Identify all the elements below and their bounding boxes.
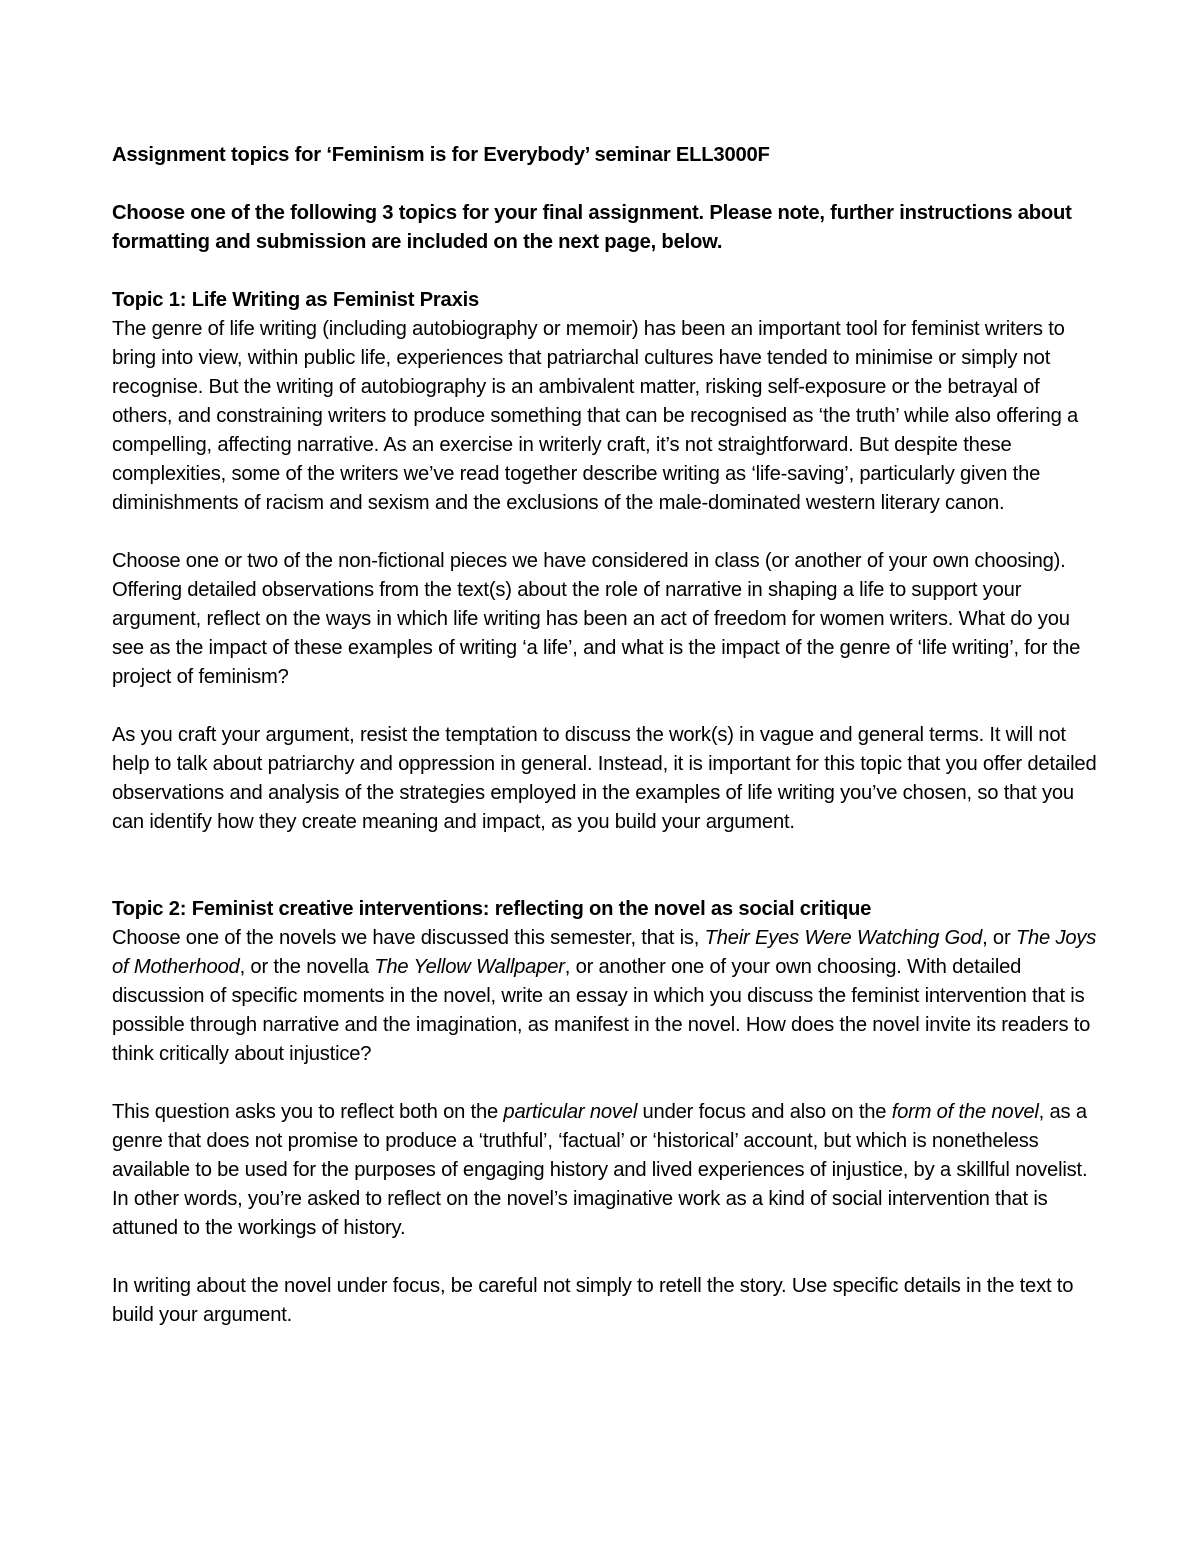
topic1-heading: Topic 1: Life Writing as Feminist Praxis — [112, 289, 480, 311]
topic1-paragraph-3: As you craft your argument, resist the temptation to discuss the work(s) in vague and general terms. It will not help to talk about patriarchy and oppression in general. Instead, it is important for this topic that you offer detailed observations and analysis of the strategies employed in the examples of life writing you’ve chosen, so that you can identify how they create meaning and impact, as you build your argument. — [112, 724, 1097, 833]
document-title: Assignment topics for ‘Feminism is for Everybody’ seminar ELL3000F — [112, 144, 770, 166]
topic2-paragraph-3: In writing about the novel under focus, be careful not simply to retell the story. Use specific details in the text to build your argument. — [112, 1275, 1074, 1326]
topic2-heading: Topic 2: Feminist creative interventions: reflecting on the novel as social critique — [112, 898, 872, 920]
topic2-paragraph-1 — [112, 924, 1102, 1069]
topic1-paragraph-1: The genre of life writing (including autobiography or memoir) has been an important tool for feminist writers to bring into view, within public life, experiences that patriarchal cultures have tended to minimise or simply not recognise. But the writing of autobiography is an ambivalent matter, risking self-exposure or the betrayal of others, and constraining writers to produce something that can be recognised as ‘the truth’ while also offering a compelling, affecting narrative. As an exercise in writerly craft, it’s not straightforward. But despite these complexities, some of the writers we’ve read together describe writing as ‘life-saving’, particularly given the diminishments of racism and sexism and the exclusions of the male-dominated western literary canon. — [112, 318, 1079, 514]
spacer — [112, 1243, 1102, 1272]
document-page — [112, 141, 1102, 1330]
text-run: under focus and also on the — [637, 1101, 892, 1123]
text-run: , or another one of your own choosing. With detailed discussion of specific moments in the novel, write an essay in which you discuss the feminist intervention that is possible through narrative and the imagination, as manifest in the novel. How does the novel invite its readers to think critically about injustice? — [112, 956, 1091, 1065]
text-run: , or the novella — [239, 956, 375, 978]
text-run: This question asks you to reflect both on the — [112, 1101, 504, 1123]
emphasis: particular novel — [503, 1101, 638, 1123]
novel-title: Their Eyes Were Watching God — [704, 927, 983, 949]
topic2-paragraph-2 — [112, 1098, 1102, 1243]
text-run: Choose one of the novels we have discussed this semester, that is, — [112, 927, 705, 949]
spacer — [112, 837, 1102, 895]
intro-instructions: Choose one of the following 3 topics for your final assignment. Please note, further instructions about formatting and submission are included on the next page, below. — [112, 202, 1072, 253]
topic1-paragraph-2: Choose one or two of the non-fictional pieces we have considered in class (or another of your own choosing). Offering detailed observations from the text(s) about the role of narrative in shaping a life to support your argument, reflect on the ways in which life writing has been an act of freedom for women writers. What do you see as the impact of these examples of writing ‘a life’, and what is the impact of the genre of ‘life writing’, for the project of feminism? — [112, 550, 1081, 688]
spacer — [112, 170, 1102, 199]
text-run: , or — [982, 927, 1016, 949]
spacer — [112, 257, 1102, 286]
spacer — [112, 1069, 1102, 1098]
spacer — [112, 692, 1102, 721]
text-run: , as a genre that does not promise to produce a ‘truthful’, ‘factual’ or ‘historical’ account, but which is nonetheless available to be used for the purposes of engaging history and lived experiences of injustice, by a skillful novelist. In other words, you’re asked to reflect on the novel’s imaginative work as a kind of social intervention that is attuned to the workings of history. — [112, 1101, 1088, 1239]
emphasis: form of the novel — [891, 1101, 1039, 1123]
novella-title: The Yellow Wallpaper — [374, 956, 565, 978]
novel-title: The Joys of Motherhood — [112, 927, 1097, 978]
spacer — [112, 518, 1102, 547]
